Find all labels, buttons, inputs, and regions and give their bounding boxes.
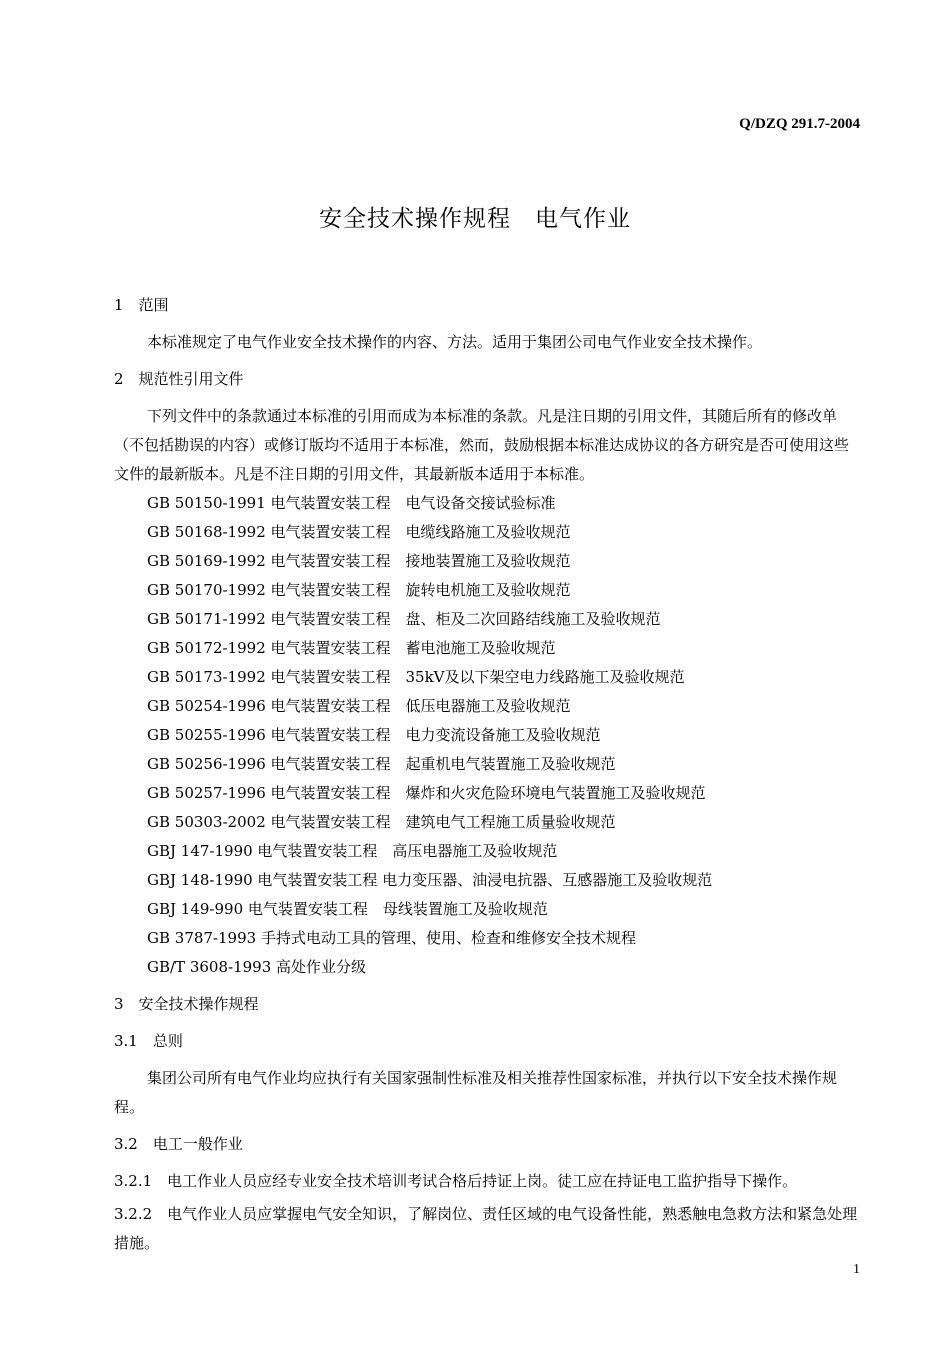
reference-item: GBJ 147-1990 电气装置安装工程 高压电器施工及验收规范 bbox=[147, 842, 558, 860]
reference-item: GB 3787-1993 手持式电动工具的管理、使用、检查和维修安全技术规程 bbox=[147, 929, 636, 947]
reference-item: GB 50168-1992 电气装置安装工程 电缆线路施工及验收规范 bbox=[147, 523, 571, 541]
reference-item: GBJ 149-990 电气装置安装工程 母线装置施工及验收规范 bbox=[147, 900, 548, 918]
reference-item: GB 50257-1996 电气装置安装工程 爆炸和火灾危险环境电气装置施工及验收规范 bbox=[147, 784, 706, 802]
document-title: 安全技术操作规程 电气作业 bbox=[319, 206, 631, 232]
section-3-2-2-text: 3.2.2 电气作业人员应掌握电气安全知识，了解岗位、责任区域的电气设备性能，熟悉触电急救方法和紧急处理措施。 bbox=[114, 1205, 858, 1252]
reference-item: GB/T 3608-1993 高处作业分级 bbox=[147, 958, 367, 976]
reference-item: GB 50254-1996 电气装置安装工程 低压电器施工及验收规范 bbox=[147, 697, 571, 715]
reference-item: GB 50255-1996 电气装置安装工程 电力变流设备施工及验收规范 bbox=[147, 726, 601, 744]
reference-item: GB 50303-2002 电气装置安装工程 建筑电气工程施工质量验收规范 bbox=[147, 813, 616, 831]
section-3-2-heading: 3.2 电工一般作业 bbox=[114, 1135, 243, 1153]
reference-list bbox=[114, 489, 862, 982]
reference-item: GBJ 148-1990 电气装置安装工程 电力变压器、油浸电抗器、互感器施工及验收规范 bbox=[147, 871, 713, 889]
document-body bbox=[114, 291, 862, 1258]
section-3-heading: 3 安全技术操作规程 bbox=[114, 995, 259, 1013]
section-1-text: 本标准规定了电气作业安全技术操作的内容、方法。适用于集团公司电气作业安全技术操作。 bbox=[147, 333, 763, 351]
reference-item: GB 50173-1992 电气装置安装工程 35kV及以下架空电力线路施工及验收规范 bbox=[147, 668, 685, 686]
reference-item: GB 50169-1992 电气装置安装工程 接地装置施工及验收规范 bbox=[147, 552, 571, 570]
section-3-1-heading: 3.1 总则 bbox=[114, 1032, 183, 1050]
page-number: 1 bbox=[853, 1262, 860, 1277]
section-3-2-1-text: 3.2.1 电工作业人员应经专业安全技术培训考试合格后持证上岗。徒工应在持证电工监护指导下操作。 bbox=[114, 1172, 798, 1190]
section-1-heading: 1 范围 bbox=[114, 296, 169, 314]
standard-code: Q/DZQ 291.7-2004 bbox=[739, 116, 860, 132]
reference-item: GB 50256-1996 电气装置安装工程 起重机电气装置施工及验收规范 bbox=[147, 755, 616, 773]
reference-item: GB 50171-1992 电气装置安装工程 盘、柜及二次回路结线施工及验收规范 bbox=[147, 610, 661, 628]
reference-item: GB 50150-1991 电气装置安装工程 电气设备交接试验标准 bbox=[147, 494, 556, 512]
section-3-1-text: 集团公司所有电气作业均应执行有关国家强制性标准及相关推荐性国家标准，并执行以下安全技术操作规程。 bbox=[114, 1069, 838, 1116]
reference-item: GB 50172-1992 电气装置安装工程 蓄电池施工及验收规范 bbox=[147, 639, 556, 657]
reference-item: GB 50170-1992 电气装置安装工程 旋转电机施工及验收规范 bbox=[147, 581, 571, 599]
section-2-heading: 2 规范性引用文件 bbox=[114, 370, 244, 388]
section-2-text: 下列文件中的条款通过本标准的引用而成为本标准的条款。凡是注日期的引用文件，其随后所有的修改单（不包括勘误的内容）或修订版均不适用于本标准，然而，鼓励根据本标准达成协议的各方研究是否可使用这些文件的最新版本。凡是不注日期的引用文件，其最新版本适用于本标准。 bbox=[114, 407, 850, 483]
